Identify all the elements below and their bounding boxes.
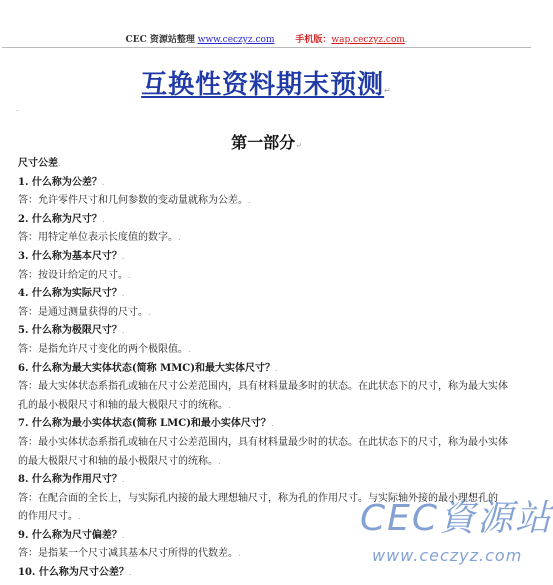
question-text: 9. 什么称为尺寸偏差？: [18, 529, 122, 541]
answer-line: [18, 490, 533, 509]
answer-text: 答：允许零件尺寸和几何参数的变动量就称为公差。: [18, 195, 248, 207]
paragraph-mark: .: [274, 363, 278, 373]
watermark-url: www.ceczyz.com: [372, 546, 523, 565]
answer-line: [18, 304, 533, 323]
question-line: [18, 248, 533, 267]
paragraph-mark: .: [121, 475, 125, 485]
answer-text: 答：最大实体状态系指孔或轴在尺寸公差范围内，具有材料量最多时的状态。在此状态下的尺寸，称为最大实体: [18, 381, 508, 393]
answer-line: [18, 434, 533, 453]
paragraph-mark: .: [218, 456, 221, 466]
paragraph-mark: .: [248, 196, 251, 206]
paragraph-mark: .: [128, 270, 131, 280]
answer-line: [18, 229, 533, 248]
answer-text: 的最大极限尺寸和轴的最小极限尺寸的统称。: [18, 455, 218, 467]
header-site-link[interactable]: www.ceczyz.com: [197, 35, 275, 45]
paragraph-mark: .: [121, 326, 125, 336]
paragraph-mark: .: [128, 568, 132, 578]
paragraph-mark: .: [16, 104, 19, 113]
answer-line: [18, 453, 533, 472]
paragraph-mark: .: [58, 159, 61, 168]
header-mobile-link[interactable]: wap.ceczyz.com: [331, 35, 405, 45]
paragraph-mark: .: [238, 549, 241, 559]
question-line: [18, 174, 533, 193]
question-text: 5. 什么称为极限尺寸？: [18, 325, 122, 337]
paragraph-mark: .: [188, 344, 191, 354]
paragraph-mark: .: [121, 289, 125, 299]
paragraph-mark: .: [101, 177, 105, 187]
answer-text: 答：在配合面的全长上，与实际孔内接的最大理想轴尺寸，称为孔的作用尺寸。与实际轴外接的最小理想孔的: [18, 492, 498, 504]
answer-line: [18, 192, 533, 211]
question-text: 7. 什么称为最小实体状态(简称 LMC)和最小实体尺寸？: [18, 418, 271, 430]
paragraph-mark: .: [78, 512, 81, 522]
question-line: [18, 360, 533, 379]
paragraph-mark: .: [228, 400, 231, 410]
question-text: 1. 什么称为公差？: [18, 176, 102, 188]
question-line: [18, 155, 533, 174]
answer-text: 答：是通过测量获得的尺寸。: [18, 306, 148, 318]
question-text: 8. 什么称为作用尺寸？: [18, 474, 122, 486]
answer-line: [18, 378, 533, 397]
paragraph-mark: .: [270, 419, 274, 429]
question-text: 尺寸公差: [18, 158, 58, 169]
answer-text: 答：按设计给定的尺寸。: [18, 269, 128, 281]
page-header: [0, 34, 533, 46]
title-return-mark: ↵: [384, 86, 392, 95]
section-heading: [0, 130, 533, 153]
question-line: [18, 471, 533, 490]
paragraph-mark: .: [121, 530, 125, 540]
answer-text: 答：最小实体状态系指孔或轴在尺寸公差范围内，具有材料量最少时的状态。在此状态下的尺寸，称为最小实体: [18, 436, 508, 448]
question-text: 6. 什么称为最大实体状态(简称 MMC)和最大实体尺寸？: [18, 362, 275, 374]
header-site-label: CEC 资源站整理: [125, 35, 195, 45]
paragraph-mark: .: [178, 233, 181, 243]
question-text: 4. 什么称为实际尺寸？: [18, 288, 122, 300]
question-line: [18, 322, 533, 341]
answer-text: 孔的最小极限尺寸和轴的最大极限尺寸的统称。: [18, 399, 228, 411]
question-line: [18, 211, 533, 230]
answer-line: [18, 267, 533, 286]
answer-text: 答：用特定单位表示长度值的数字。: [18, 232, 178, 244]
section-heading-text: 第一部分: [231, 133, 296, 152]
answer-line: [18, 545, 533, 564]
answer-text: 答：是指某一个尺寸减其基本尺寸所得的代数差。: [18, 548, 238, 560]
question-line: [18, 285, 533, 304]
document-title: [0, 64, 533, 101]
question-line: [18, 527, 533, 546]
question-text: 3. 什么称为基本尺寸？: [18, 250, 122, 262]
document-title-text: 互换性资料期末预测: [141, 70, 385, 100]
header-divider: [2, 47, 531, 48]
question-line: [18, 564, 533, 583]
answer-text: 答：是指允许尺寸变化的两个极限值。: [18, 343, 188, 355]
paragraph-mark: .: [148, 307, 151, 317]
watermark-brand: CEC資源站: [360, 498, 553, 539]
question-text: 10. 什么称为尺寸公差？: [18, 567, 129, 579]
answer-line: [18, 397, 533, 416]
paragraph-mark: .: [121, 251, 125, 261]
answer-line: [18, 508, 533, 527]
answer-text: 的作用尺寸。: [18, 511, 78, 523]
section-return-mark: ↵: [295, 141, 302, 150]
paragraph-mark: .: [101, 214, 105, 224]
question-text: 2. 什么称为尺寸？: [18, 213, 102, 225]
header-mobile-label: 手机版：: [295, 35, 332, 45]
header-mark: .: [404, 35, 408, 44]
document-body: [18, 155, 533, 583]
answer-line: [18, 341, 533, 360]
question-line: [18, 415, 533, 434]
